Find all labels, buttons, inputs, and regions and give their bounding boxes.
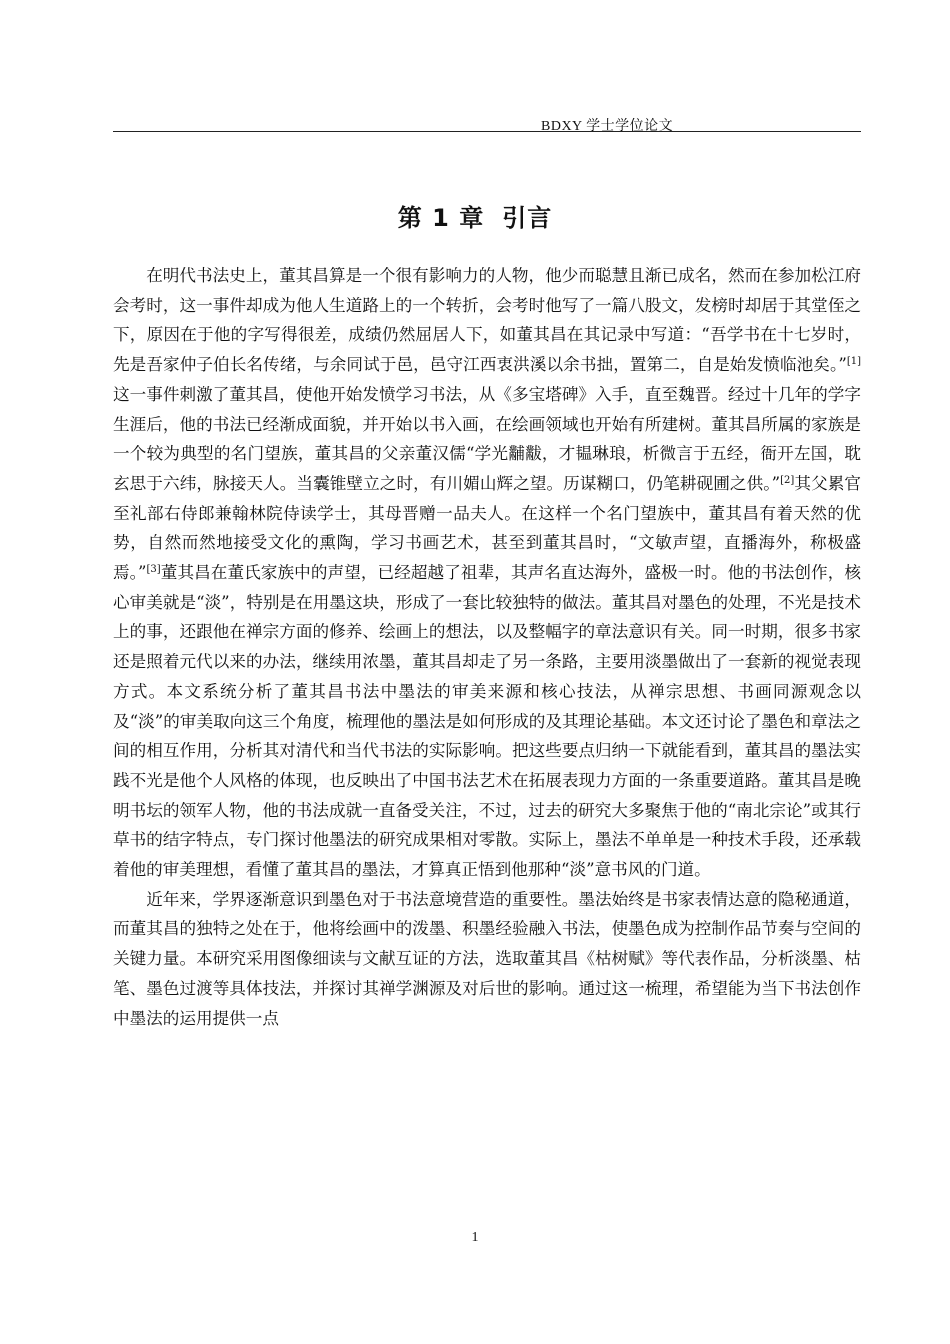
- citation-ref: [1]: [846, 356, 861, 368]
- chapter-number: 第 1 章: [397, 204, 485, 232]
- paragraph: [113, 261, 861, 885]
- paragraph-text: 董其昌在董氏家族中的声望，已经超越了祖辈，其声名直达海外，盛极一时。他的书法创作，核心审美就是“淡”，特别是在用墨这块，形成了一套比较独特的做法。董其昌对墨色的处理，不光是技术上的事，还跟他在禅宗方面的修养、绘画上的想法，以及整幅字的章法意识有关。同一时期，很多书家还是照着元代以来的办法，继续用浓墨，董其昌却走了另一条路，主要用淡墨做出了一套新的视觉表现方式。本文系统分析了董其昌书法中墨法的审美来源和核心技法，从禅宗思想、书画同源观念以及“淡”的审美取向这三个角度，梳理他的墨法是如何形成的及其理论基础。本文还讨论了墨色和章法之间的相互作用，分析其对清代和当代书法的实际影响。把这些要点归纳一下就能看到，董其昌的墨法实践不光是他个人风格的体现，也反映出了中国书法艺术在拓展表现力方面的一条重要道路。董其昌是晚明书坛的领军人物，他的书法成就一直备受关注，不过，过去的研究大多聚焦于他的“南北宗论”或其行草书的结字特点，专门探讨他墨法的研究成果相对零散。实际上，墨法不单单是一种技术手段，还承载着他的审美理想，看懂了董其昌的墨法，才算真正悟到他那种“淡”意书风的门道。: [113, 563, 861, 880]
- body-text: [113, 261, 861, 1033]
- paragraph: [113, 885, 861, 1034]
- paragraph-text: 在明代书法史上，董其昌算是一个很有影响力的人物，他少而聪慧且渐已成名，然而在参加松江府会考时，这一事件却成为他人生道路上的一个转折，会考时他写了一篇八股文，发榜时却居于其堂侄之下，原因在于他的字写得很差，成绩仍然屈居人下，如董其昌在其记录中写道：“吾学书在十七岁时，先是吾家仲子伯长名传绪，与余同试于邑，邑守江西衷洪溪以余书拙，置第二，自是始发愤临池矣。”: [113, 266, 861, 375]
- page-number: 1: [471, 1230, 479, 1245]
- citation-ref: [3]: [146, 564, 161, 576]
- citation-ref: [2]: [780, 474, 795, 486]
- running-header: BDXY 学士学位论文: [541, 119, 674, 134]
- paragraph-text: 近年来，学界逐渐意识到墨色对于书法意境营造的重要性。墨法始终是书家表情达意的隐秘通道，而董其昌的独特之处在于，他将绘画中的泼墨、积墨经验融入书法，使墨色成为控制作品节奏与空间的关键力量。本研究采用图像细读与文献互证的方法，选取董其昌《枯树赋》等代表作品，分析淡墨、枯笔、墨色过渡等具体技法，并探讨其禅学渊源及对后世的影响。通过这一梳理，希望能为当下书法创作中墨法的运用提供一点: [113, 889, 861, 1028]
- paragraph-text: 这一事件刺激了董其昌，使他开始发愤学习书法，从《多宝塔碑》入手，直至魏晋。经过十几年的学字生涯后，他的书法已经渐成面貌，并开始以书入画，在绘画领域也开始有所建树。董其昌所属的家族是一个较为典型的名门望族，董其昌的父亲董汉儒“学光黼黻，才韫琳琅，析微言于五经，衙开左国，耽玄思于六纬，脉接天人。当囊锥壁立之时，有川媚山辉之望。历谋糊口，仍笔耕砚圃之供。”: [113, 384, 861, 493]
- chapter-title: [0, 198, 950, 233]
- header-divider: [113, 131, 861, 132]
- paragraph-text: 其父累官至礼部右侍郎兼翰林院侍读学士，其母晋赠一品夫人。在这样一个名门望族中，董其昌有着天然的优势，自然而然地接受文化的熏陶，学习书画艺术，甚至到董其昌时，“文敏声望，直播海外，称极盛焉。”: [113, 473, 862, 583]
- chapter-name: 引言: [502, 204, 553, 232]
